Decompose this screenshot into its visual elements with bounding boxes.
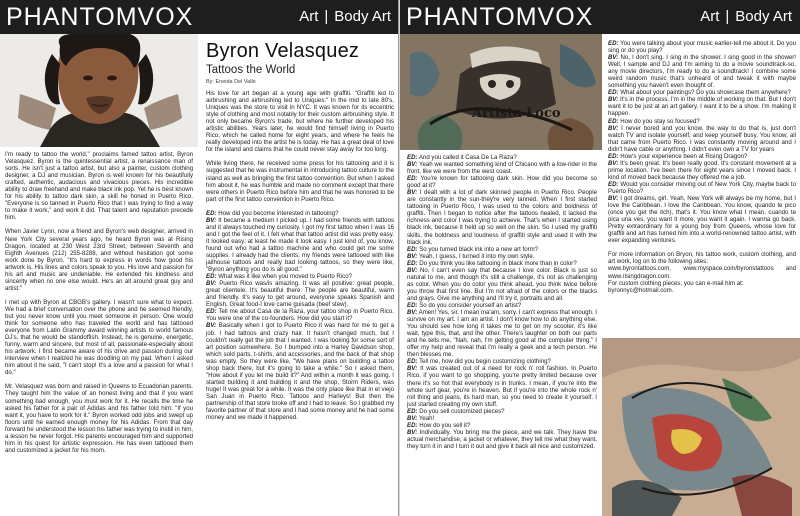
qa-speaker: ED: (407, 407, 418, 415)
qa-text: Basically when I got to Puerto Rico it was hard for me to get a job. I had tattoos and crazy hair. It hasn't changed much, but I couldn't really get the job that I wanted. I was looking for some sort of art position somewhere. So I bumped into a Harley Davidson shop, which sold parts, t-shirts, and accessories, and the back of that shop was empty. So they were like, "We have plans on building a tattoo shop back there, but it's going to take a while." So I asked them, "How about if you let me build it?" And within a month it was going. I started building it and building it and the shop, Storm Riders, was huge! It was great for a while. It was the only place like that in el viejo San Juan in Puerto Rico. Tattoos and Harleys! But then the partnership of that store broke off and I had to leave. So I grabbed my favorite partner of that store and I had some money and he had some money and we made it happened. (206, 322, 394, 422)
qa-speaker: BV: (407, 428, 418, 436)
qa-block (206, 217, 394, 273)
qa-speaker: ED: (608, 40, 619, 47)
qa-speaker: ED: (206, 209, 217, 217)
qa-block (407, 154, 597, 161)
qa-text: Tell me about Casa de la Raza, your tattoo shop in Puerto Rico. You were one of the co-founders. How did you start it? (206, 308, 394, 323)
footer-email-label: For custom clothing pieces, you can e-mail him at: (608, 279, 744, 287)
qa-speaker: BV: (407, 161, 418, 169)
intro-text (5, 151, 193, 461)
section-label (700, 0, 792, 34)
article-byline: By: Eneida Del Valle (206, 79, 256, 85)
qa-text: Amen! Yes, sir. I mean ma'am, sorry. I can't express that enough. I survive on my art. I am an artist. I don't know how to do anything else. You should see how long it takes me to get on my scooter, it's like wait, type this, that, and the other. There's laughter on both our parts and he tells me, "Nah, nah, I'm getting good at the computer thing." I offer my help and reveal that I'm really a geek and a tech person. He then blesses me. (407, 309, 597, 359)
qa-speaker: BV: (407, 309, 418, 317)
intro-paragraph: Mr. Velasquez was born and raised in Queens to Ecuadorian parents. They taught him the value of an honest living and that if you want something bad enough, you must work for it. He recalls the time he asked his father for a pair of Adidas and his father told him: "If you want it, you have to work for it." Byron worked odd jobs and swept up floors until he earned enough money for his Adidas. From that day forward he understood the lesson his father was trying to instill in him, a lesson he never forgot. His parents encouraged him and supported him in his quest for artistic expression. He has even tattooed them and customized a jacket for his mom. (5, 383, 193, 454)
section-separator: | (324, 8, 329, 25)
qa-block (407, 309, 597, 358)
qa-speaker: BV: (608, 96, 619, 104)
qa-text: So do you consider yourself an artist? (419, 301, 522, 309)
qa-block (407, 429, 597, 450)
qa-text: Yeah we wanted something kind of Chicano with a low-rider in the front, like we were from the west coast. (407, 161, 597, 176)
section-body-art: Body Art (334, 8, 391, 25)
qa-speaker: ED: (407, 259, 418, 267)
qa-block (407, 260, 597, 267)
qa-text: It became a medium I picked up. I had some friends with tattoos and it always touched my curiosity. I got my first tattoo when I was 16 and I got the feel of it. I felt what that tattoo artist did was pretty easy. It looked easy; at least he made it look easy. I just kind of, you know, found out who had a tattoo machine and who could get me some supplies. I already had the clients; my friends were tattooed with like jailhouse tattoos and really bad looking tattoos, so they were like, "Byron anything you do is all good." (206, 216, 395, 274)
section-bar (602, 0, 800, 34)
qa-speaker: ED: (608, 89, 619, 97)
qa-text: It's been great. It's been really good. It's constant movement at a prime location. I've been there for eight years since I moved back. I kind of moved back because they offered me a job. (608, 159, 796, 181)
footer-email: byronnyc@hotmail.com. (608, 286, 674, 294)
qa-text: Tell me, how did you begin customizing clothing? (419, 358, 551, 366)
qa-text: So you turned black ink into a new art form? (419, 245, 539, 253)
qa-block (608, 118, 796, 125)
qa-text: Yeah, I guess, I turned it into my own style. (418, 252, 535, 260)
qa-speaker: BV: (407, 252, 418, 260)
qa-text: It's in the process. I'm in the middle of working on that. But I don't want it to be just at an art gallery. I want it to be a show. I'm making it happen. (608, 96, 796, 118)
page-1 (0, 0, 198, 516)
qa-text: Puerto Rico was/is amazing. It was all positive: great people, great clientele. It's beautiful there. The people are beautiful, warm and friendly. It's easy to get around, everyone speaks Spanish and English. Great food-I love carne guisada (beef stew). (206, 280, 394, 309)
qa-text: Would you consider moving out of New York City, maybe back to Puerto Rico? (608, 180, 796, 195)
qa-text: How do you stay so focused? (620, 117, 700, 125)
qa-speaker: ED: (206, 308, 217, 316)
arm-tattoo-photo (602, 338, 800, 516)
body-paragraph: His love for art began at a young age with graffiti. "Graffiti led to airbrushing and airbrushing led to Uniques." In the mid to late 80's, Uniques was the store to visit in NYC. It was known for its eccentric style of clothing and most notably for their custom airbrushing style. It not only became Byron's trade, but where he further developed his artistic abilities. Years later, he would find himself living in Puerto Rico, which he called home for eight years, and where he feels he really developed into the artist he is today. He has a great deal of love for the island and claims that he could never stay away for too long. (206, 90, 394, 154)
footer-info: For more information on Bryon, his tattoo work, custom clothing, and art work, log on to the following sites: (608, 251, 796, 266)
qa-text: You're known for tattooing dark skin. How did you become so good at it? (407, 175, 598, 190)
brand-bar (0, 0, 198, 34)
qa-block (608, 40, 796, 54)
article-text (608, 40, 796, 294)
qa-block (206, 322, 394, 421)
qa-block (608, 54, 796, 89)
qa-block (407, 408, 597, 415)
page-4 (602, 0, 800, 516)
article-text (206, 90, 394, 421)
qa-speaker: ED: (407, 358, 418, 366)
qa-text: No, I can't even say that because I love color. Black is just so natural to me, and though it's still a challenge, it's not as challenging as color. When you do color you think ahead, you think twice before you throw that first line. But I'm not afraid of the colors or the blacks and grays. Give me anything and I'll try it, portraits and all. (407, 266, 597, 302)
qa-speaker: BV: (407, 189, 418, 197)
qa-text: Do you think you like tattooing in black more than in color? (419, 259, 577, 267)
section-label (299, 0, 391, 34)
intro-paragraph: When Javier Lynn, now a friend and Byron's web designer, arrived in New York City several years ago, he heard Byron was at Rising Dragon, located at 230 West 23rd Street, between Seventh and Eighth Avenues (212) 255-8288, and without hesitation got some work done by Byron. "It's hard to express in words how good his artwork is. His lines and colors speak to you. His love and passion for his art and music are undeniable. He extended his kindness and sincerity when no one else would. He's an all around great guy and artist." (5, 228, 193, 292)
qa-block (407, 267, 597, 302)
qa-block (206, 280, 394, 308)
qa-speaker: ED: (206, 273, 217, 281)
brand-logo: PHANTOMVOX (406, 3, 594, 31)
qa-speaker: BV: (608, 54, 619, 62)
qa-speaker: ED: (407, 175, 418, 183)
brand-bar (400, 0, 602, 34)
qa-block (608, 125, 796, 153)
qa-speaker: BV: (206, 322, 217, 330)
qa-block (407, 161, 597, 175)
qa-text: What was it like when you moved to Puerto Rico? (218, 273, 352, 281)
qa-text: I never bored and you know, the way to do that is, just don't watch TV and isolate yourself, and keep yourself busy. You know, all that came from Puerto Rico. I was constantly moving around and I didn't have cable or anything. I didn't even own a TV for years (608, 124, 796, 153)
article-title: Byron Velasquez (206, 40, 360, 62)
qa-speaker: BV: (407, 365, 418, 373)
qa-block (407, 189, 597, 245)
qa-text: How's your experience been at Rising Dragon? (620, 152, 748, 160)
qa-speaker: ED: (407, 301, 418, 309)
qa-block (407, 302, 597, 309)
body-paragraph: While living there, he received some press for his tattooing and it is suggested that he was instrumental in introducing tattoo culture to the island as well as bringing the first tattoo convention. But when I asked him about it, he was humble and made no comment except that there were others in Puerto Rico before him and that he was honored to be part of the first tattoo convention in Puerto Rico. (206, 160, 394, 203)
qa-text: How do you sell it? (419, 421, 471, 429)
qa-speaker: ED: (407, 154, 418, 161)
page-3 (400, 0, 602, 516)
qa-text: I got dreams, girl. Yeah, New York will always be my home, but I love the Caribbean. I love the Caribbean. You know, quando te pico (once you get the itch), that's it. You know what I mean, cuando te pica una ves, you want it more, you want it again. I wanna go back. Pretty extraordinary for a young boy from Queens, whose love for graffiti and art has turned him into a world-renowned tattoo artist, with ever expanding ventures. (608, 195, 796, 245)
qa-speaker: ED: (407, 421, 418, 429)
qa-speaker: ED: (407, 245, 418, 253)
article-text (407, 154, 597, 450)
qa-speaker: BV: (608, 159, 619, 167)
qa-block (407, 365, 597, 407)
qa-block (407, 175, 597, 189)
footer-websites: www.byrontattoos.com, www.myspace.com/byronstattoos and www.risingdragon.com. (608, 265, 796, 280)
qa-speaker: BV: (407, 266, 418, 274)
qa-text: I dealt with a lot of dark skinned people in Puerto Rico. People are constantly in the sun-they're very tanned. When I first started tattooing in Puerto Rico, I was used to the colors and boldness of graffiti. Then I began to notice after the tattoos healed, it lacked the richness and color I was trying to achieve. That's when I started using black ink, because it held up so well on the skin. So I used my graffiti skills, the boldness and loudness of graffiti style and used it with the black ink. (407, 189, 597, 246)
intro-paragraph: I'm ready to tattoo the world," proclaims famed tattoo artist, Byron Velasquez. Byron is the quintessential artist, a renaissance man of sorts. He isn't just a tattoo artist, but also a painter, custom clothing designer, a DJ and musician. Byron is well known for his beautifully crafted, authentic, audacious and vivacious pieces. His incredible ability to draw freehand and make black ink pop. Yet he is best known for his ability to tattoo dark skin, a skill he honed in Puerto Rico. "Everyone is so tanned in Puerto Rico that I was trying to find a way to make it work," and work it did. That talent and reputation precede him. (5, 151, 193, 222)
qa-block (608, 181, 796, 195)
article-subtitle: Tattoos the World (206, 64, 296, 76)
qa-block (608, 96, 796, 117)
qa-speaker: BV: (407, 414, 418, 422)
qa-speaker: ED: (608, 152, 619, 160)
photo-lettering: Artista Loco (472, 106, 561, 121)
qa-text: Individually. You bring me the piece, and we talk. They have the actual merchandise, a jacket or whatever, they tell me what they want, they turn it in and I turn it out and give it back all nice and customized. (407, 428, 597, 450)
qa-block (206, 273, 394, 280)
qa-speaker: ED: (608, 180, 619, 188)
intro-paragraph: I met up with Byron at CBGB's gallery. I wasn't sure what to expect. We had a brief conversation over the phone and he seemed friendly, but you never know until you meet someone in person. One would think for someone who has traveled the world and has tattooed everyone from Latin Grammy award winning artists to world famous DJ's, that he would be standoffish. Instead, he is genuine, energetic, funny, warm and sincere, but most of all, passionate-especially about his artwork. I first became aware of his drive and passion during our interview when I realized he was doodling on my pad. When I asked him about it he said, "I can't stop! It's a love and a passion for what I do." (5, 298, 193, 377)
section-body-art: Body Art (735, 8, 792, 25)
qa-block (407, 253, 597, 260)
qa-block (206, 308, 394, 322)
qa-text: Do you sell customized pieces? (419, 407, 505, 415)
qa-block (608, 153, 796, 160)
qa-block (608, 160, 796, 181)
portrait-photo (0, 34, 198, 147)
qa-block (608, 89, 796, 96)
section-separator: | (725, 8, 730, 25)
tattoo-photo (400, 34, 602, 150)
qa-block (407, 358, 597, 365)
qa-block (407, 415, 597, 422)
qa-speaker: BV: (206, 216, 217, 224)
page-2 (198, 0, 399, 516)
qa-text: No, I don't sing. I sing in the shower. I sing good in the shower! Well, I sample and DJ and I'm aiming to do a movie soundtrack-so, any movie directors, I'm ready to do a soundtrack! I combine some weird random music that's unheard of and tweak it with maybe something you haven't even thought of. (608, 54, 796, 90)
qa-speaker: BV: (608, 124, 619, 132)
qa-speaker: BV: (608, 195, 619, 203)
qa-speaker: BV: (206, 280, 217, 288)
qa-block (206, 210, 394, 217)
qa-text: How did you become interested in tattooing? (218, 209, 339, 217)
section-art: Art (700, 8, 720, 25)
qa-block (407, 246, 597, 253)
brand-logo: PHANTOMVOX (6, 3, 194, 31)
qa-text: Yeah! (418, 414, 435, 422)
section-bar (198, 0, 399, 34)
qa-text: You were talking about your music earlier-tell me about it. Do you sing or do you play? (608, 40, 796, 55)
qa-text: What about your paintings? Do you showcase them anywhere? (620, 89, 791, 97)
qa-speaker: ED: (608, 117, 619, 125)
qa-text: It was created out of a need for rock n' roll fashion. In Puerto Rico, if you want to go shopping, you're pretty limited because over there it's so hot that everybody is in trunks. I mean, if you're into the whole surf gear, you're in heaven. But if you're into the whole rock n' roll thing and jeans, its hard man, so you need to create it yourself. I just started creating my own stuff. (407, 365, 597, 408)
qa-text: And you called it Casa De La Raza? (418, 154, 517, 161)
qa-block (608, 195, 796, 244)
qa-block (407, 422, 597, 429)
section-art: Art (299, 8, 319, 25)
